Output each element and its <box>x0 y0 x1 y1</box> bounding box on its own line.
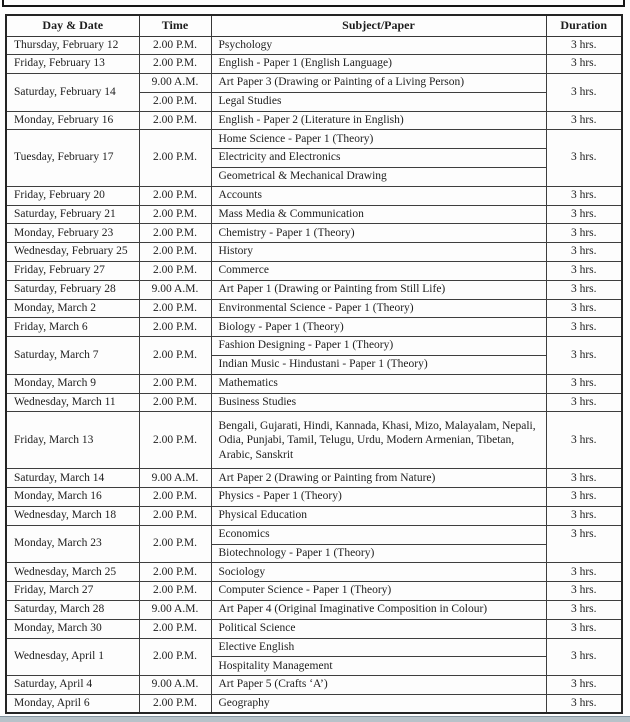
day-date-cell: Monday, April 6 <box>6 695 139 714</box>
time-cell: 2.00 P.M. <box>139 412 211 469</box>
subject-cell: Art Paper 3 (Drawing or Painting of a Living Person) <box>211 74 546 93</box>
subject-cell: Physics - Paper 1 (Theory) <box>211 488 546 507</box>
table-row <box>6 74 622 93</box>
subject-cell: Geometrical & Mechanical Drawing <box>211 168 546 187</box>
duration-cell: 3 hrs. <box>546 36 622 55</box>
subject-cell: Electricity and Electronics <box>211 149 546 168</box>
subject-cell: Fashion Designing - Paper 1 (Theory) <box>211 337 546 356</box>
day-date-cell: Friday, February 27 <box>6 262 139 281</box>
duration-cell: 3 hrs. <box>546 55 622 74</box>
day-date-cell: Wednesday, March 18 <box>6 507 139 526</box>
subject-cell: Elective English <box>211 638 546 657</box>
time-cell: 2.00 P.M. <box>139 262 211 281</box>
day-date-cell: Wednesday, April 1 <box>6 638 139 676</box>
duration-cell: 3 hrs. <box>546 525 622 563</box>
day-date-cell: Friday, February 20 <box>6 186 139 205</box>
subject-cell: Hospitality Management <box>211 657 546 676</box>
duration-cell: 3 hrs. <box>546 412 622 469</box>
time-cell: 2.00 P.M. <box>139 130 211 186</box>
duration-cell: 3 hrs. <box>546 111 622 130</box>
day-date-cell: Friday, February 13 <box>6 55 139 74</box>
time-cell: 2.00 P.M. <box>139 243 211 262</box>
day-date-cell: Friday, March 27 <box>6 582 139 601</box>
time-cell: 2.00 P.M. <box>139 55 211 74</box>
subject-cell: Business Studies <box>211 393 546 412</box>
subject-cell: Accounts <box>211 186 546 205</box>
time-cell: 2.00 P.M. <box>139 36 211 55</box>
time-cell: 2.00 P.M. <box>139 525 211 563</box>
time-cell: 2.00 P.M. <box>139 111 211 130</box>
subject-cell: English - Paper 1 (English Language) <box>211 55 546 74</box>
duration-cell: 3 hrs. <box>546 582 622 601</box>
table-row <box>6 393 622 412</box>
subject-cell: History <box>211 243 546 262</box>
table-row <box>6 36 622 55</box>
day-date-cell: Friday, March 13 <box>6 412 139 469</box>
subject-cell: Environmental Science - Paper 1 (Theory) <box>211 299 546 318</box>
day-date-cell: Saturday, March 7 <box>6 337 139 375</box>
table-row <box>6 130 622 149</box>
time-cell: 2.00 P.M. <box>139 224 211 243</box>
day-date-cell: Monday, March 23 <box>6 525 139 563</box>
table-row <box>6 695 622 714</box>
col-header-day-date: Day & Date <box>6 15 139 36</box>
subject-cell: Biology - Paper 1 (Theory) <box>211 318 546 337</box>
time-cell: 2.00 P.M. <box>139 92 211 111</box>
subject-cell: Chemistry - Paper 1 (Theory) <box>211 224 546 243</box>
day-date-cell: Tuesday, February 17 <box>6 130 139 186</box>
subject-cell: Art Paper 5 (Crafts ‘A’) <box>211 676 546 695</box>
time-cell: 2.00 P.M. <box>139 507 211 526</box>
subject-cell: Biotechnology - Paper 1 (Theory) <box>211 544 546 563</box>
table-row <box>6 262 622 281</box>
page-bottom-shadow <box>0 716 630 722</box>
duration-cell: 3 hrs. <box>546 74 622 112</box>
table-row <box>6 469 622 488</box>
table-row <box>6 507 622 526</box>
table-row <box>6 638 622 657</box>
table-row <box>6 224 622 243</box>
table-row <box>6 280 622 299</box>
time-cell: 2.00 P.M. <box>139 695 211 714</box>
day-date-cell: Wednesday, March 11 <box>6 393 139 412</box>
duration-cell: 3 hrs. <box>546 243 622 262</box>
day-date-cell: Monday, March 2 <box>6 299 139 318</box>
subject-cell: Art Paper 2 (Drawing or Painting from Nature) <box>211 469 546 488</box>
duration-cell: 3 hrs. <box>546 638 622 676</box>
subject-cell: Art Paper 1 (Drawing or Painting from Still Life) <box>211 280 546 299</box>
duration-cell: 3 hrs. <box>546 563 622 582</box>
col-header-duration: Duration <box>546 15 622 36</box>
time-cell: 2.00 P.M. <box>139 186 211 205</box>
timetable-body <box>6 36 622 713</box>
duration-cell: 3 hrs. <box>546 224 622 243</box>
subject-cell: Political Science <box>211 619 546 638</box>
subject-cell: Art Paper 4 (Original Imaginative Composition in Colour) <box>211 601 546 620</box>
time-cell: 9.00 A.M. <box>139 676 211 695</box>
table-row <box>6 111 622 130</box>
duration-cell: 3 hrs. <box>546 186 622 205</box>
day-date-cell: Thursday, February 12 <box>6 36 139 55</box>
duration-cell: 3 hrs. <box>546 318 622 337</box>
subject-cell: Economics <box>211 525 546 544</box>
table-row <box>6 412 622 469</box>
subject-cell: Indian Music - Hindustani - Paper 1 (Theory) <box>211 356 546 375</box>
time-cell: 2.00 P.M. <box>139 582 211 601</box>
day-date-cell: Monday, March 16 <box>6 488 139 507</box>
table-row <box>6 601 622 620</box>
duration-cell: 3 hrs. <box>546 262 622 281</box>
subject-cell: Psychology <box>211 36 546 55</box>
time-cell: 2.00 P.M. <box>139 619 211 638</box>
time-cell: 2.00 P.M. <box>139 205 211 224</box>
time-cell: 2.00 P.M. <box>139 488 211 507</box>
table-row <box>6 488 622 507</box>
time-cell: 2.00 P.M. <box>139 374 211 393</box>
time-cell: 2.00 P.M. <box>139 337 211 375</box>
duration-cell: 3 hrs. <box>546 299 622 318</box>
time-cell: 2.00 P.M. <box>139 393 211 412</box>
subject-cell: Home Science - Paper 1 (Theory) <box>211 130 546 149</box>
subject-cell: Commerce <box>211 262 546 281</box>
duration-cell: 3 hrs. <box>546 488 622 507</box>
duration-cell: 3 hrs. <box>546 507 622 526</box>
time-cell: 2.00 P.M. <box>139 299 211 318</box>
exam-timetable <box>5 14 623 714</box>
day-date-cell: Saturday, February 28 <box>6 280 139 299</box>
duration-cell: 3 hrs. <box>546 469 622 488</box>
header-row <box>6 15 622 36</box>
subject-cell: Geography <box>211 695 546 714</box>
subject-cell: Sociology <box>211 563 546 582</box>
day-date-cell: Saturday, February 14 <box>6 74 139 112</box>
time-cell: 9.00 A.M. <box>139 74 211 93</box>
duration-cell: 3 hrs. <box>546 695 622 714</box>
table-row <box>6 525 622 544</box>
day-date-cell: Monday, March 9 <box>6 374 139 393</box>
table-row <box>6 374 622 393</box>
timetable-header <box>6 15 622 36</box>
table-row <box>6 299 622 318</box>
day-date-cell: Wednesday, February 25 <box>6 243 139 262</box>
col-header-subject-paper: Subject/Paper <box>211 15 546 36</box>
duration-cell: 3 hrs. <box>546 337 622 375</box>
day-date-cell: Monday, February 23 <box>6 224 139 243</box>
subject-cell: English - Paper 2 (Literature in English) <box>211 111 546 130</box>
day-date-cell: Friday, March 6 <box>6 318 139 337</box>
day-date-cell: Saturday, March 28 <box>6 601 139 620</box>
duration-cell: 3 hrs. <box>546 205 622 224</box>
subject-cell: Mass Media & Communication <box>211 205 546 224</box>
table-row <box>6 55 622 74</box>
table-row <box>6 318 622 337</box>
subject-cell: Bengali, Gujarati, Hindi, Kannada, Khasi, Mizo, Malayalam, Nepali, Odia, Punjabi, Tamil, Telugu, Urdu, Modern Armenian, Tibetan, Arabic, Sanskrit <box>211 412 546 469</box>
subject-cell: Legal Studies <box>211 92 546 111</box>
time-cell: 9.00 A.M. <box>139 280 211 299</box>
subject-cell: Mathematics <box>211 374 546 393</box>
duration-cell: 3 hrs. <box>546 676 622 695</box>
time-cell: 2.00 P.M. <box>139 318 211 337</box>
day-date-cell: Saturday, April 4 <box>6 676 139 695</box>
table-row <box>6 582 622 601</box>
table-row <box>6 243 622 262</box>
time-cell: 2.00 P.M. <box>139 563 211 582</box>
duration-cell: 3 hrs. <box>546 393 622 412</box>
subject-cell: Computer Science - Paper 1 (Theory) <box>211 582 546 601</box>
day-date-cell: Monday, February 16 <box>6 111 139 130</box>
duration-cell: 3 hrs. <box>546 280 622 299</box>
table-row <box>6 337 622 356</box>
duration-cell: 3 hrs. <box>546 619 622 638</box>
table-row <box>6 186 622 205</box>
top-frame-remnant <box>2 0 625 7</box>
subject-cell: Physical Education <box>211 507 546 526</box>
day-date-cell: Monday, March 30 <box>6 619 139 638</box>
duration-cell: 3 hrs. <box>546 601 622 620</box>
day-date-cell: Wednesday, March 25 <box>6 563 139 582</box>
col-header-time: Time <box>139 15 211 36</box>
table-row <box>6 676 622 695</box>
duration-cell: 3 hrs. <box>546 130 622 186</box>
duration-cell: 3 hrs. <box>546 374 622 393</box>
time-cell: 9.00 A.M. <box>139 469 211 488</box>
day-date-cell: Saturday, February 21 <box>6 205 139 224</box>
table-row <box>6 205 622 224</box>
time-cell: 9.00 A.M. <box>139 601 211 620</box>
time-cell: 2.00 P.M. <box>139 638 211 676</box>
table-row <box>6 619 622 638</box>
table-row <box>6 563 622 582</box>
day-date-cell: Saturday, March 14 <box>6 469 139 488</box>
